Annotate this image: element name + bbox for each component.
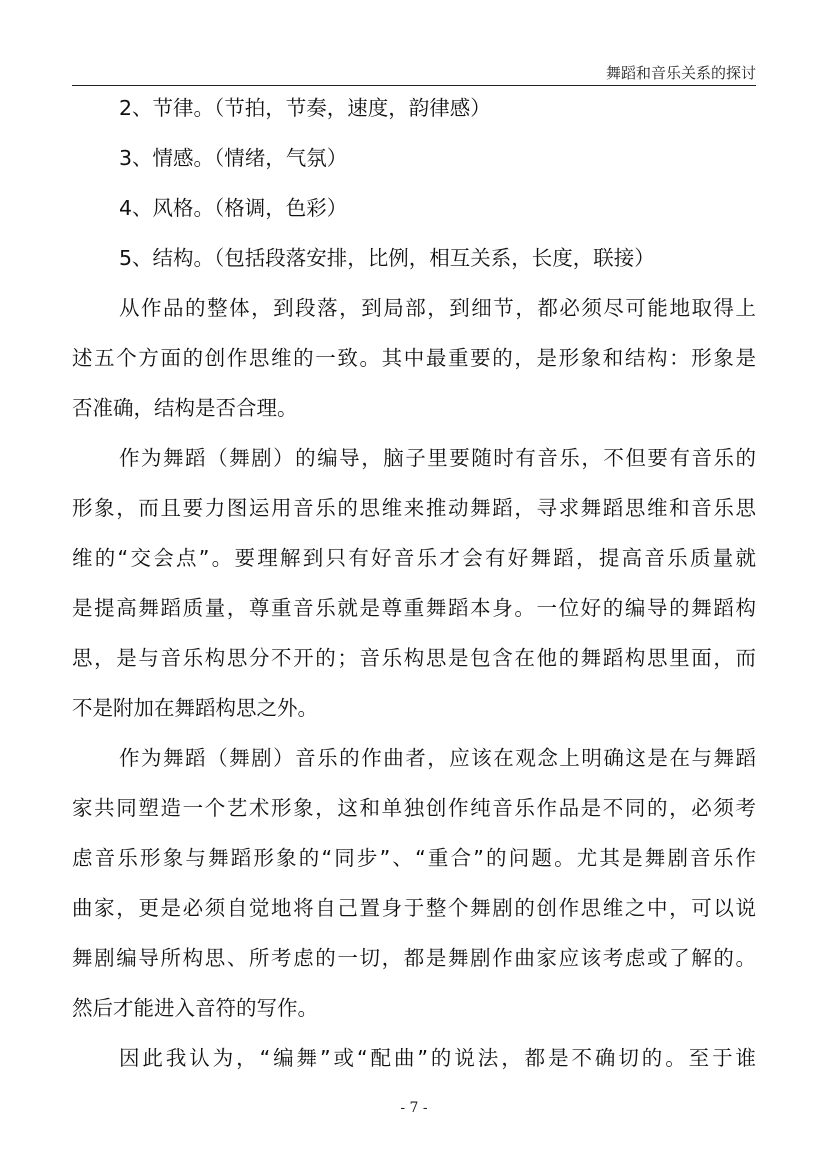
text-line: 维的“交会点”。要理解到只有好音乐才会有好舞蹈，提高音乐质量就 — [72, 546, 756, 570]
text-line: 4、风格。（格调，色彩） — [119, 196, 348, 220]
text-line: 作为舞蹈（舞剧）的编导，脑子里要随时有音乐，不但要有音乐的 — [119, 446, 756, 470]
text-line: 3、情感。（情绪，气氛） — [119, 146, 348, 170]
text-line: 2、节律。（节拍，节奏，速度，韵律感） — [119, 96, 491, 120]
page-number-text: - 7 - — [400, 1100, 428, 1116]
text-line: 述五个方面的创作思维的一致。其中最重要的，是形象和结构：形象是 — [72, 346, 756, 370]
text-line: 是提高舞蹈质量，尊重音乐就是尊重舞蹈本身。一位好的编导的舞蹈构 — [72, 596, 756, 620]
text-line: 家共同塑造一个艺术形象，这和单独创作纯音乐作品是不同的，必须考 — [72, 796, 756, 820]
text-line: 因此我认为，“编舞”或“配曲”的说法，都是不确切的。至于谁 — [119, 1046, 756, 1070]
document-body — [72, 83, 756, 1083]
text-line: 然后才能进入音符的写作。 — [72, 996, 318, 1020]
text-line: 不是附加在舞蹈构思之外。 — [72, 696, 318, 720]
text-line: 否准确，结构是否合理。 — [72, 396, 298, 420]
text-line: 形象，而且要力图运用音乐的思维来推动舞蹈，寻求舞蹈思维和音乐思 — [72, 496, 756, 520]
text-line: 从作品的整体，到段落，到局部，到细节，都必须尽可能地取得上 — [119, 296, 756, 320]
text-line: 舞剧编导所构思、所考虑的一切，都是舞剧作曲家应该考虑或了解的。 — [72, 946, 756, 970]
text-line: 曲家，更是必须自觉地将自己置身于整个舞剧的创作思维之中，可以说 — [72, 896, 756, 920]
text-line: 作为舞蹈（舞剧）音乐的作曲者，应该在观念上明确这是在与舞蹈 — [119, 746, 756, 770]
text-line: 5、结构。（包括段落安排，比例，相互关系，长度，联接） — [119, 246, 655, 270]
page-number — [0, 1100, 828, 1116]
header-title: 舞蹈和音乐关系的探讨 — [605, 64, 756, 82]
text-line: 思，是与音乐构思分不开的；音乐构思是包含在他的舞蹈构思里面，而 — [72, 646, 756, 670]
text-line: 虑音乐形象与舞蹈形象的“同步”、“重合”的问题。尤其是舞剧音乐作 — [72, 846, 756, 870]
